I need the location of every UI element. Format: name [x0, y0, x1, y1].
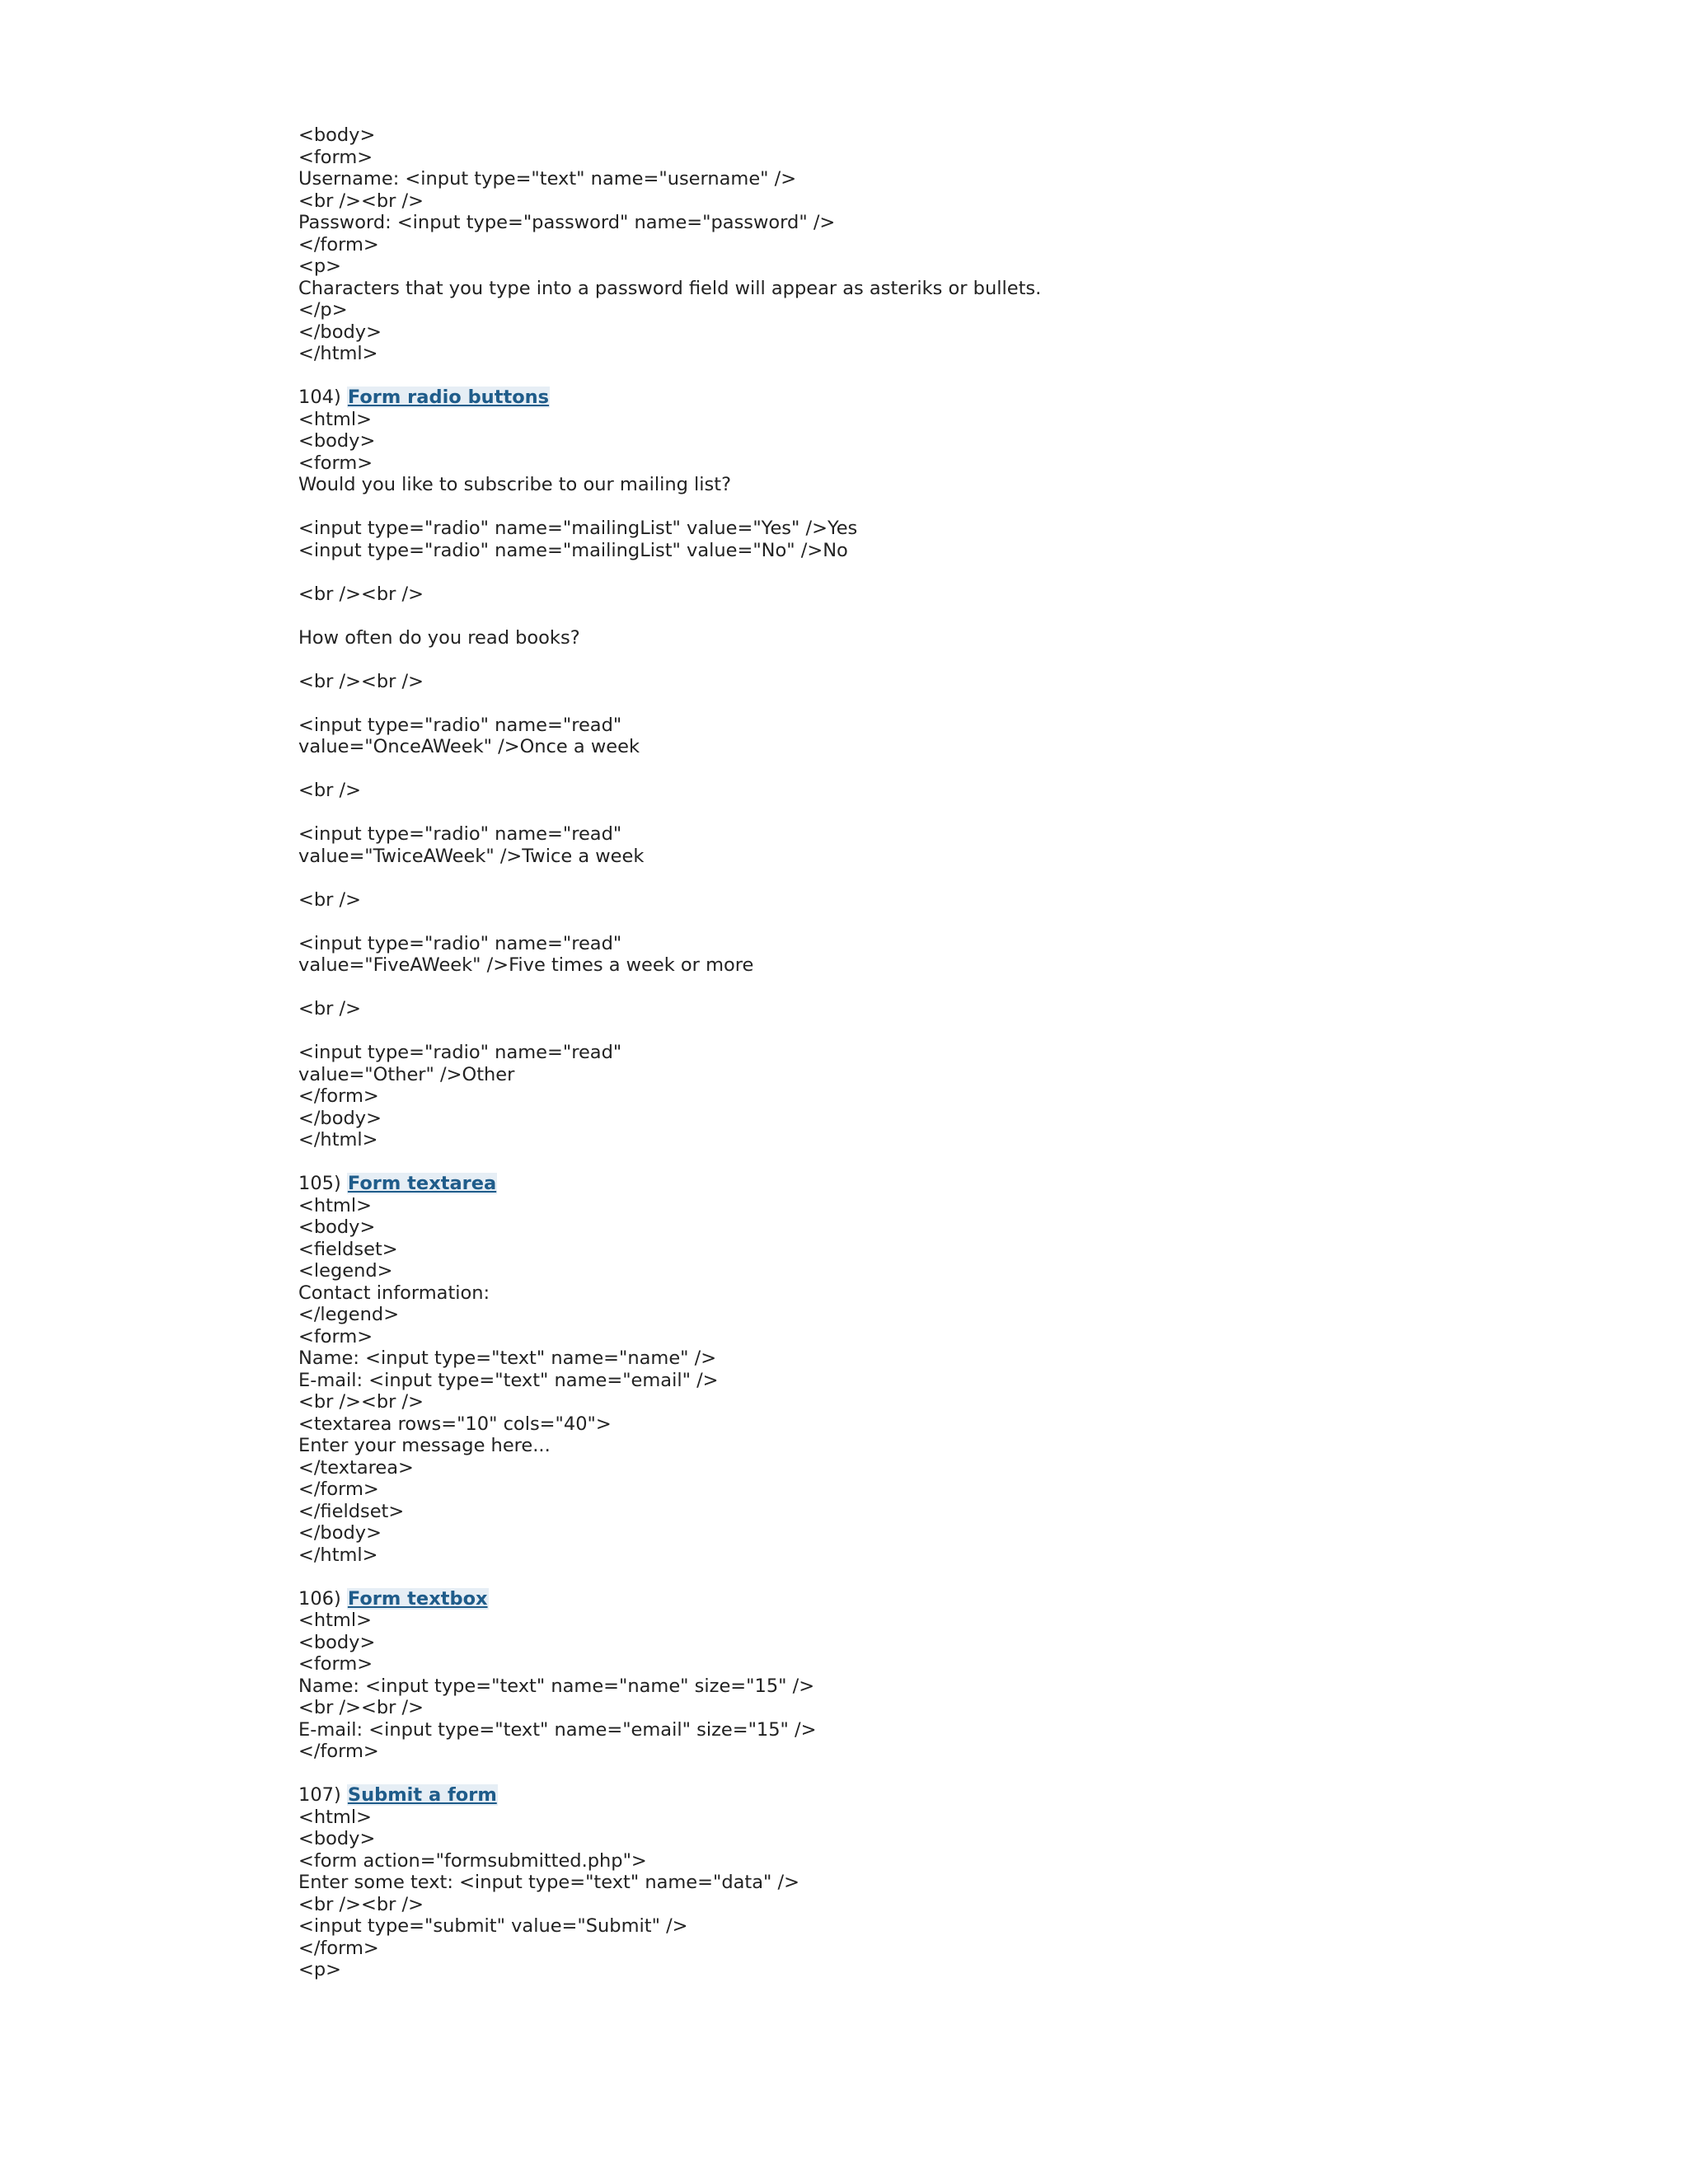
blank-line	[298, 561, 1535, 583]
code-line: <html>	[298, 1194, 372, 1216]
section-title-link[interactable]: Form radio buttons	[347, 387, 550, 408]
code-line: <input type="radio" name="read"	[298, 1042, 622, 1063]
code-line: Contact information:	[298, 1282, 490, 1304]
code-line: </body>	[298, 1107, 382, 1129]
code-line: value="TwiceAWeek" />Twice a week	[298, 845, 645, 867]
code-line: <input type="radio" name="read"	[298, 823, 622, 845]
code-line: value="Other" />Other	[298, 1063, 515, 1085]
code-line: </body>	[298, 321, 382, 343]
code-line: <body>	[298, 430, 376, 452]
sections-container	[298, 365, 1535, 1981]
code-line: <br /><br />	[298, 1697, 424, 1718]
code-line: E-mail: <input type="text" name="email" />	[298, 1369, 719, 1391]
section-heading	[298, 387, 1535, 409]
blank-line	[298, 758, 1535, 780]
section-number: 106)	[298, 1587, 341, 1610]
code-line: </html>	[298, 343, 378, 364]
code-line: <p>	[298, 255, 341, 277]
code-line: <input type="submit" value="Submit" />	[298, 1915, 688, 1937]
section-title-link[interactable]: Form textarea	[347, 1173, 497, 1194]
section-spacer	[298, 1151, 1535, 1174]
blank-line	[298, 911, 1535, 933]
blank-line	[298, 605, 1535, 627]
section-105	[298, 1151, 1535, 1567]
code-line: <br />	[298, 780, 361, 801]
blank-line	[298, 802, 1535, 824]
blank-line	[298, 867, 1535, 889]
section-107	[298, 1763, 1535, 1981]
code-line: <input type="radio" name="read"	[298, 714, 622, 736]
code-line: <body>	[298, 124, 376, 146]
code-line: </fieldset>	[298, 1500, 405, 1522]
blank-line	[298, 1020, 1535, 1043]
section-104	[298, 365, 1535, 1151]
code-line: <html>	[298, 1806, 372, 1828]
code-line: How often do you read books?	[298, 626, 580, 649]
code-line: <br />	[298, 888, 361, 911]
section-number: 107)	[298, 1784, 341, 1806]
blank-line	[298, 496, 1535, 518]
code-line: <body>	[298, 1631, 376, 1653]
code-line: <br /><br />	[298, 190, 424, 212]
code-line: <form action="formsubmitted.php">	[298, 1849, 647, 1872]
blank-line	[298, 977, 1535, 999]
code-line: </form>	[298, 1085, 379, 1107]
code-line: <form>	[298, 146, 373, 168]
code-line: <p>	[298, 1959, 341, 1980]
code-line: <html>	[298, 1610, 372, 1631]
code-line: <fieldset>	[298, 1238, 398, 1260]
code-line: </html>	[298, 1544, 378, 1566]
code-line: <br /><br />	[298, 670, 424, 692]
code-line: <input type="radio" name="read"	[298, 932, 622, 954]
section-heading	[298, 1784, 1535, 1807]
section-spacer	[298, 1763, 1535, 1785]
code-line: <html>	[298, 408, 372, 430]
section-heading	[298, 1588, 1535, 1610]
code-line: </form>	[298, 1937, 379, 1959]
code-line: </form>	[298, 1479, 379, 1500]
code-line: <body>	[298, 1828, 376, 1849]
code-line: <legend>	[298, 1260, 393, 1282]
code-line: </textarea>	[298, 1456, 414, 1479]
code-line: Would you like to subscribe to our mailing list?	[298, 474, 732, 495]
code-line: </p>	[298, 299, 348, 321]
section-heading	[298, 1173, 1535, 1195]
code-line: value="FiveAWeek" />Five times a week or more	[298, 954, 754, 976]
code-line: <body>	[298, 1216, 376, 1238]
code-line: Characters that you type into a password field will appear as asteriks or bullets.	[298, 277, 1042, 299]
section-106	[298, 1566, 1535, 1763]
code-line: Password: <input type="password" name="password" />	[298, 212, 836, 233]
code-line: <textarea rows="10" cols="40">	[298, 1413, 612, 1435]
code-line: Name: <input type="text" name="name" />	[298, 1347, 717, 1369]
intro-code-block	[298, 124, 1535, 365]
section-spacer	[298, 365, 1535, 387]
code-line: <form>	[298, 1325, 373, 1347]
code-line: <form>	[298, 1653, 373, 1675]
code-line: <form>	[298, 452, 373, 474]
code-line: Enter your message here...	[298, 1435, 551, 1456]
code-line: <br /><br />	[298, 1391, 424, 1413]
code-line: <br /><br />	[298, 583, 424, 605]
code-line: </form>	[298, 1741, 379, 1762]
code-line: <input type="radio" name="mailingList" value="No" />No	[298, 539, 848, 561]
code-line: </form>	[298, 233, 379, 255]
blank-line	[298, 649, 1535, 671]
document-body	[298, 124, 1535, 1981]
blank-line	[298, 692, 1535, 715]
code-line: </html>	[298, 1129, 378, 1151]
code-line: value="OnceAWeek" />Once a week	[298, 736, 640, 757]
section-number: 105)	[298, 1173, 341, 1194]
code-line: <br /><br />	[298, 1893, 424, 1915]
code-line: Name: <input type="text" name="name" size="15" />	[298, 1675, 815, 1697]
code-line: </body>	[298, 1522, 382, 1544]
code-line: </legend>	[298, 1304, 400, 1325]
section-number: 104)	[298, 387, 341, 408]
code-line: <input type="radio" name="mailingList" value="Yes" />Yes	[298, 518, 858, 539]
section-title-link[interactable]: Submit a form	[347, 1784, 497, 1806]
code-line: Username: <input type="text" name="username" />	[298, 168, 797, 190]
code-line: <br />	[298, 998, 361, 1019]
code-line: Enter some text: <input type="text" name="data" />	[298, 1872, 799, 1893]
code-line: E-mail: <input type="text" name="email" size="15" />	[298, 1718, 817, 1741]
section-spacer	[298, 1566, 1535, 1588]
section-title-link[interactable]: Form textbox	[347, 1587, 488, 1610]
